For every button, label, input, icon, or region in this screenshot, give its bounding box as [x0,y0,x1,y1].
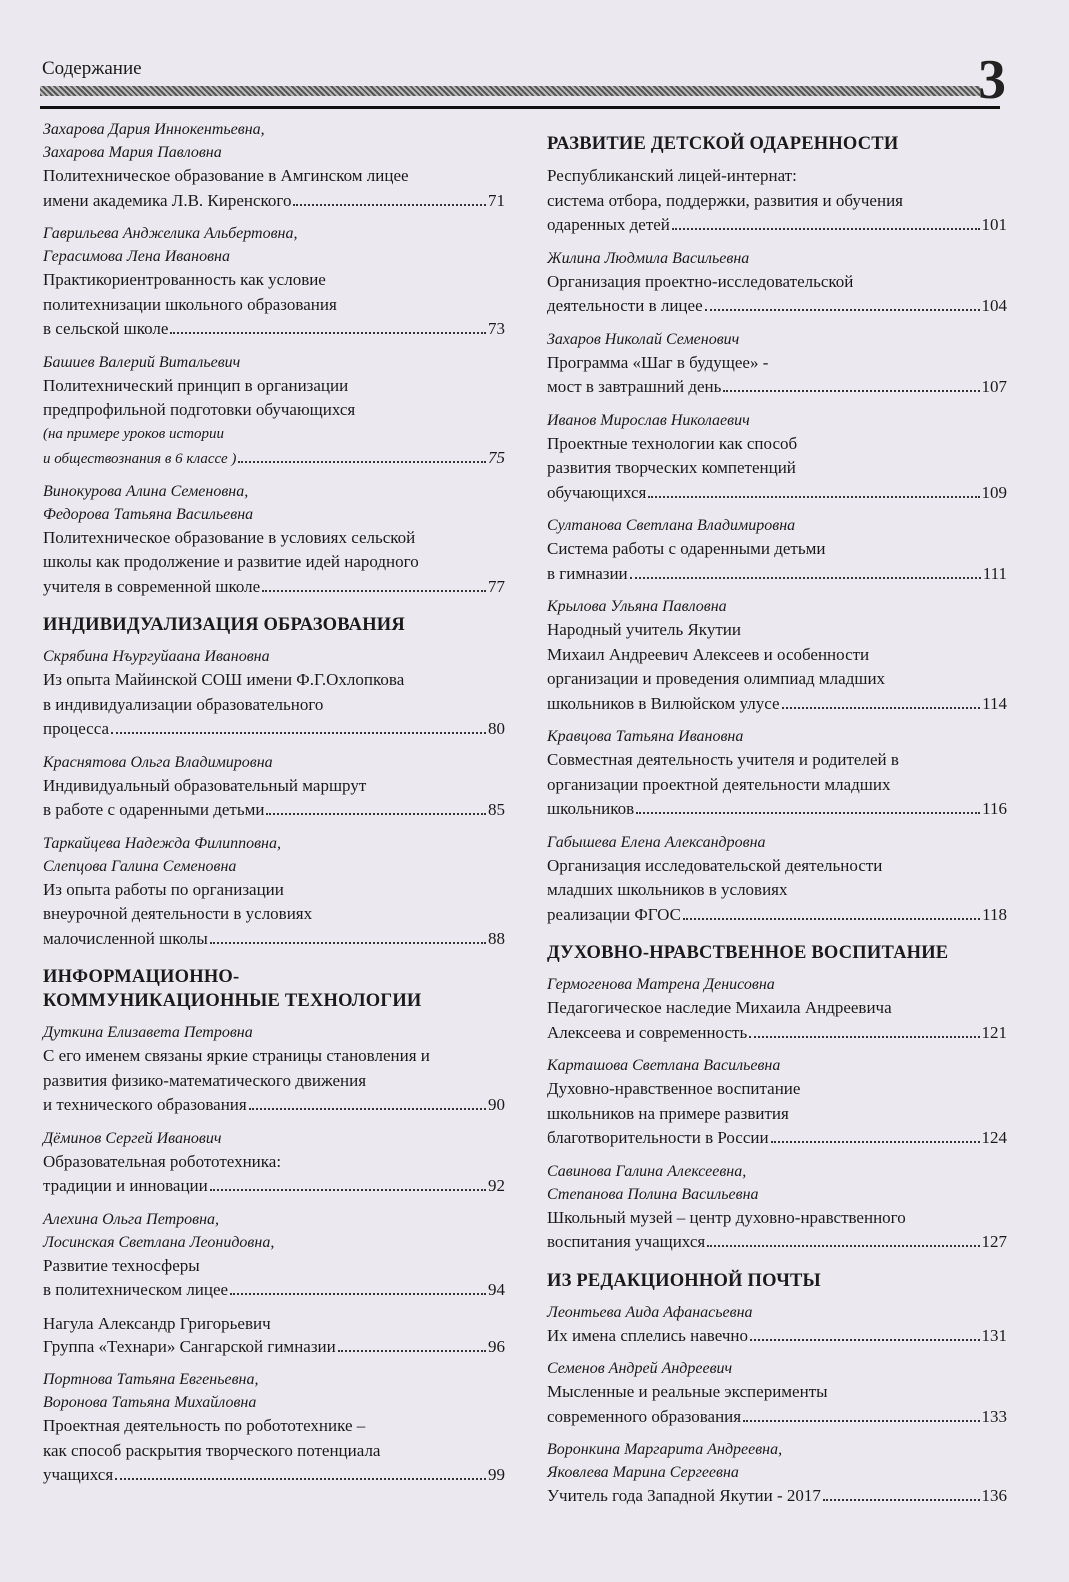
entry-last-line [43,1335,505,1360]
header-hatch-bar [40,86,980,96]
entry-title-line: Совместная деятельность учителя и родителей в [547,750,899,769]
entry-title-line: развития творческих компетенций [547,458,796,477]
entry-title-line: обучающихся [547,482,647,502]
entry-last-line [43,1463,505,1488]
entry-author: Гермогенова Матрена Денисовна [547,976,775,993]
entry-page-number: 104 [981,296,1007,315]
entry-title-line: Развитие техносферы [43,1255,200,1275]
entry-title-line: Школьный музей – центр духовно-нравственного [547,1207,906,1227]
dot-leader [293,204,486,206]
dot-leader [115,1478,486,1480]
entry-page-number: 111 [982,563,1007,583]
entry-last-line [43,1278,505,1303]
dot-leader [823,1499,980,1501]
entry-title-line: учащихся [43,1465,114,1484]
section-heading-line: КОММУНИКАЦИОННЫЕ ТЕХНОЛОГИИ [43,991,422,1011]
entry-title-line: как способ раскрытия творческого потенциала [43,1440,381,1460]
toc-column-right [547,118,1007,1518]
entry-page-number: 124 [981,1128,1007,1147]
entry-title-line: школьников на примере развития [547,1103,789,1123]
entry-page-number: 80 [488,719,505,738]
toc-entry[interactable] [43,351,505,471]
toc-entry[interactable] [547,831,1007,928]
entry-page-number: 99 [488,1465,505,1484]
dot-leader [749,1036,979,1038]
entry-last-line [547,294,1007,319]
entry-author: Дуткина Елизавета Петровна [43,1024,253,1041]
toc-entry[interactable] [547,328,1007,400]
section-heading-line: ДУХОВНО-НРАВСТВЕННОЕ ВОСПИТАНИЕ [547,943,949,963]
entry-author: Слепцова Галина Семеновна [43,857,237,875]
entry-last-line [43,798,505,823]
entry-author: Нагула Александр Григорьевич [43,1313,271,1333]
entry-last-line [547,213,1007,238]
entry-title-line: в работе с одаренными детьми [43,800,265,819]
entry-title-line: школьников в Вилюйском улусе [547,693,780,713]
dot-leader [750,1339,980,1341]
entry-title-line: в гимназии [547,563,628,583]
entry-title-line: Проектные технологии как способ [547,433,798,453]
dot-leader [771,1141,980,1143]
entry-title-line: благотворительности в России [547,1128,769,1147]
entry-author: Крылова Ульяна Павловна [547,598,727,615]
entry-title-line: Образовательная робототехника: [43,1151,282,1171]
entry-title-line: организации и проведения олимпиад младших [547,669,886,688]
entry-page-number: 94 [488,1280,505,1299]
entry-author: Скрябина Нъургуйаана Ивановна [43,648,270,665]
dot-leader [266,813,486,815]
toc-entry[interactable] [547,595,1007,716]
entry-title-line: Политехническое образование в Амгинском лицее [43,166,409,185]
dot-leader [630,577,981,579]
entry-page-number: 116 [982,799,1007,818]
entry-title-line: Проектная деятельность по робототехнике – [43,1416,366,1435]
dot-leader [743,1420,979,1422]
section-heading-line: ИНФОРМАЦИОННО- [43,967,240,987]
entry-last-line [547,1484,1007,1509]
entry-title-line: деятельности в лицее [547,296,703,315]
entry-title-line: предпрофильной подготовки обучающихся [43,400,356,419]
dot-leader [338,1350,486,1352]
entry-title-line: современного образования [547,1406,742,1426]
dot-leader [648,496,979,498]
entry-last-line [43,189,505,214]
entry-author: Степанова Полина Васильевна [547,1185,759,1203]
entry-author: Дёминов Сергей Иванович [43,1129,222,1147]
entry-title-line: Программа «Шаг в будущее» - [547,352,769,372]
entry-title-line: Индивидуальный образовательный маршрут [43,775,367,795]
toc-entry[interactable] [547,1301,1007,1349]
entry-title-line: Духовно-нравственное воспитание [547,1079,801,1098]
entry-author: Герасимова Лена Ивановна [43,248,230,265]
entry-title-line: в сельской школе [43,319,169,338]
entry-title-line: внеурочной деятельности в условиях [43,904,313,923]
toc-entry[interactable] [43,480,505,600]
toc-entry[interactable] [547,973,1007,1045]
entry-title-line: и технического образования [43,1095,247,1114]
section-heading-line: ИНДИВИДУАЛИЗАЦИЯ ОБРАЗОВАНИЯ [43,615,405,635]
dot-leader [683,918,980,920]
entry-author: Захарова Дария Иннокентьевна, [43,121,265,138]
toc-entry[interactable] [43,751,505,823]
entry-page-number: 92 [488,1176,505,1195]
entry-page-number: 75 [488,447,505,467]
entry-page-number: 107 [981,377,1007,396]
entry-title-line: воспитания учащихся [547,1232,706,1251]
entry-author: Гаврильева Анджелика Альбертовна, [43,225,298,242]
toc-entry[interactable] [43,1208,505,1303]
entry-author: Воронкина Маргарита Андреевна, [547,1441,783,1458]
entry-title-line: учителя в современной школе [43,576,261,596]
entry-author: Жилина Людмила Васильевна [547,249,750,267]
entry-last-line [547,1230,1007,1255]
entry-title-line: Группа «Технари» Сангарской гимназии [43,1336,336,1356]
toc-entry[interactable] [547,1160,1007,1255]
entry-author: Лосинская Светлана Леонидовна, [43,1233,275,1251]
dot-leader [707,1245,979,1247]
entry-author: Захаров Николай Семенович [547,330,740,348]
entry-title-line: Педагогическое наследие Михаила Андреевича [547,998,892,1017]
entry-last-line [547,692,1007,717]
entry-author: Федорова Татьяна Васильевна [43,505,254,523]
entry-last-line [43,1093,505,1118]
entry-title-line: имени академика Л.В. Киренского [43,190,292,210]
entry-title-line: младших школьников в условиях [547,880,788,899]
entry-last-line [43,717,505,742]
entry-title-line: одаренных детей [547,215,670,234]
entry-title-line: Система работы с одаренными детьми [547,539,826,558]
entry-title-line: в индивидуализации образовательного [43,694,324,714]
entry-page-number: 133 [981,1406,1007,1426]
entry-title-line: Алексеева и современность [547,1022,748,1042]
dot-leader [782,707,981,709]
entry-title-line: малочисленной школы [43,928,208,948]
section-heading [43,965,505,1013]
entry-author: Семенов Андрей Андреевич [547,1360,733,1377]
toc-entry[interactable] [547,1054,1007,1151]
entry-author: Яковлева Марина Сергеевна [547,1464,739,1481]
toc-entry[interactable] [547,164,1007,238]
toc-entry[interactable] [547,1357,1007,1429]
entry-last-line [43,1174,505,1199]
toc-entry[interactable] [547,1438,1007,1509]
entry-title-line: школы как продолжение и развитие идей народного [43,552,419,571]
entry-last-line [547,562,1007,587]
section-heading [547,941,1007,965]
entry-title-line: Организация проектно-исследовательской [547,271,854,291]
entry-title-line: Михаил Андреевич Алексеев и особенности [547,644,870,664]
entry-title-line: процесса [43,719,110,738]
section-title: Содержание [42,58,142,79]
toc-entry[interactable] [43,1368,505,1488]
dot-leader [262,590,486,592]
entry-page-number: 118 [982,904,1007,924]
entry-last-line [547,797,1007,822]
entry-page-number: 77 [488,576,505,596]
entry-last-line [43,575,505,600]
entry-title-line: Практикориентрованность как условие [43,270,326,289]
entry-last-line [547,1405,1007,1430]
section-heading [547,1269,1007,1293]
entry-title-line: в политехническом лицее [43,1280,229,1299]
entry-author: Воронова Татьяна Михайловна [43,1394,257,1411]
entry-page-number: 127 [981,1232,1007,1251]
entry-page-number: 114 [982,693,1007,713]
entry-last-line [547,1126,1007,1151]
toc-entry[interactable] [547,725,1007,822]
entry-title-line: политехнизации школьного образования [43,294,337,314]
entry-author: Савинова Галина Алексеевна, [547,1162,747,1180]
entry-author: Кравцова Татьяна Ивановна [547,728,744,745]
section-heading [547,132,1007,156]
entry-title-line: Политехническое образование в условиях сельской [43,527,416,547]
dot-leader [249,1108,486,1110]
entry-title-line: С его именем связаны яркие страницы становления и [43,1046,430,1065]
entry-last-line [547,903,1007,928]
section-heading [43,613,505,637]
entry-page-number: 90 [488,1095,505,1114]
page-number: 3 [978,49,1004,111]
entry-page-number: 88 [488,928,505,948]
toc-entry[interactable] [43,1312,505,1360]
entry-author: Винокурова Алина Семеновна, [43,482,249,500]
entry-title-line: Народный учитель Якутии [547,620,741,639]
entry-page-number: 109 [981,482,1007,502]
toc-column-left [43,118,505,1497]
dot-leader [238,461,486,463]
entry-title-line: Из опыта работы по организации [43,879,284,899]
toc-entry[interactable] [43,645,505,742]
entry-author: Карташова Светлана Васильевна [547,1057,781,1074]
entry-author: Габышева Елена Александровна [547,833,766,851]
entry-author: Леонтьева Аида Афанасьевна [547,1303,753,1321]
section-heading-line: РАЗВИТИЕ ДЕТСКОЙ ОДАРЕННОСТИ [547,134,899,154]
entry-page-number: 136 [981,1486,1007,1505]
entry-author: Алехина Ольга Петровна, [43,1210,220,1228]
entry-author: Таркайцева Надежда Филипповна, [43,834,281,852]
toc-entry[interactable] [547,409,1007,506]
entry-title-line: Организация исследовательской деятельности [547,855,883,875]
entry-title-line: традиции и инновации [43,1176,208,1195]
dot-leader [636,812,980,814]
entry-title-line: система отбора, поддержки, развития и обучения [547,190,903,210]
entry-page-number: 121 [981,1022,1007,1042]
toc-entry[interactable] [43,222,505,342]
entry-page-number: 71 [488,190,505,210]
dot-leader [705,309,980,311]
toc-entry[interactable] [43,1021,505,1118]
entry-title-line: организации проектной деятельности младших [547,774,891,794]
entry-title-line: Учитель года Западной Якутии - 2017 [547,1486,821,1505]
toc-entry[interactable] [43,832,505,952]
entry-title-line: мост в завтрашний день [547,377,722,396]
dot-leader [170,332,486,334]
entry-author: Краснятова Ольга Владимировна [43,753,273,771]
entry-title-line: развития физико-математического движения [43,1070,367,1090]
entry-last-line [43,317,505,342]
dot-leader [111,732,486,734]
entry-title-line: Из опыта Майинской СОШ имени Ф.Г.Охлопкова [43,670,405,689]
dot-leader [210,942,486,944]
toc-entry[interactable] [547,514,1007,586]
entry-last-line [43,927,505,952]
entry-title-line: Мысленные и реальные эксперименты [547,1382,828,1401]
entry-page-number: 131 [981,1325,1007,1345]
entry-author: Султанова Светлана Владимировна [547,517,796,534]
dot-leader [723,390,979,392]
entry-title-line: Политехнический принцип в организации [43,375,349,395]
entry-last-line [547,1324,1007,1349]
entry-page-number: 101 [981,215,1007,234]
entry-last-line [547,481,1007,506]
toc-entry[interactable] [43,1127,505,1199]
entry-title-line: реализации ФГОС [547,904,681,924]
section-heading-line: ИЗ РЕДАКЦИОННОЙ ПОЧТЫ [547,1270,821,1291]
toc-entry[interactable] [43,118,505,213]
dot-leader [210,1189,486,1191]
entry-note-line: и обществознания в 6 классе ) [43,450,237,467]
entry-title-line: Их имена сплелись навечно [547,1325,748,1345]
entry-last-line [547,1021,1007,1046]
entry-page-number: 85 [488,800,505,819]
dot-leader [672,228,980,230]
entry-author: Захарова Мария Павловна [43,144,222,161]
entry-author: Башиев Валерий Витальевич [43,353,241,371]
header-rule [40,106,1000,109]
entry-last-line [547,375,1007,400]
entry-author: Портнова Татьяна Евгеньевна, [43,1371,259,1388]
entry-author: Иванов Мирослав Николаевич [547,411,750,429]
entry-title-line: Республиканский лицей-интернат: [547,166,797,185]
entry-page-number: 96 [488,1336,505,1356]
toc-entry[interactable] [547,247,1007,319]
entry-page-number: 73 [488,319,505,338]
page-header [40,49,1004,111]
entry-last-line [43,446,505,471]
dot-leader [230,1293,486,1295]
entry-title-line: школьников [547,799,635,818]
entry-note-line: (на примере уроков истории [43,425,224,442]
